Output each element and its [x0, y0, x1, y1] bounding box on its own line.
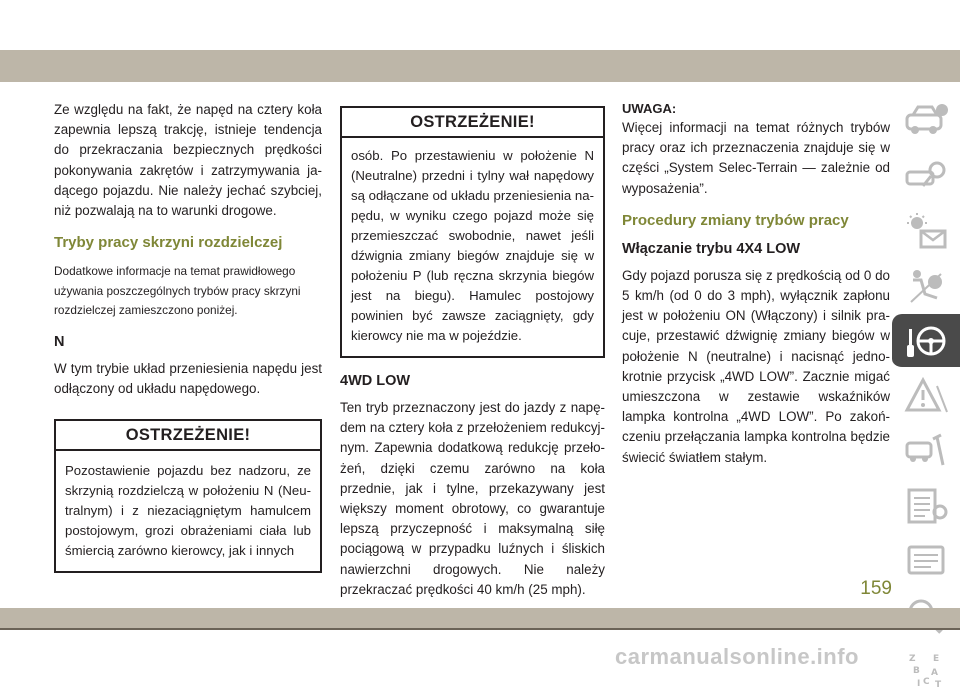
alphabet-index-icon [903, 651, 949, 691]
footer-rule [0, 628, 960, 630]
sub-heading-4x4-low: Włączanie trybu 4X4 LOW [622, 240, 801, 257]
tab-index[interactable] [892, 644, 960, 699]
column-right [622, 100, 890, 468]
warning-title: OSTRZEŻENIE! [56, 421, 320, 451]
multimedia-icon [903, 541, 949, 581]
neutral-heading: N [54, 333, 65, 350]
svg-text:C: C [923, 676, 930, 687]
steering-wheel-icon [903, 321, 949, 361]
column-middle [340, 106, 605, 600]
tab-car-info[interactable] [892, 94, 960, 149]
tab-driving[interactable] [892, 314, 960, 369]
note-text: Więcej informacji na temat różnych trybów pracy oraz ich przeznaczenia znajduje się w części „System Selec-Terrain — zależnie od wyposażenia”. [622, 120, 890, 196]
service-tools-icon [903, 431, 949, 471]
tab-emergency[interactable] [892, 369, 960, 424]
shift-procedure-text: Gdy pojazd porusza się z prędkością od 0 do 5 km/h (od 0 do 3 mph), wyłącznik zapłonu jest w położeniu ON (Włączony) i silnik pracuje, przestawić dźwignię zmiany biegów w położenie N (neutralne) i nacisnąć jednokrotnie przycisk „4WD LOW”. Zacznie migać umieszczona w zestawie wskaźników lampka kontrolna „4WD LOW”. Po zakończeniu przełączania lampka kontrolna będzie świecić światłem stałym. [622, 267, 890, 465]
column-left [54, 100, 322, 573]
warning-title-continued: OSTRZEŻENIE! [342, 108, 603, 138]
tab-multimedia[interactable] [892, 534, 960, 589]
svg-text:T: T [935, 679, 942, 690]
car-info-icon [903, 101, 949, 141]
section-intro-text: Dodatkowe informacje na temat prawidłowego używania poszczególnych trybów pracy skrzyni rozdzielczej zamieszczono poniżej. [54, 264, 301, 318]
svg-text:I: I [917, 678, 921, 689]
svg-text:E: E [933, 653, 940, 664]
tab-warning-lights[interactable] [892, 204, 960, 259]
section-title-shift-procedures: Procedury zmiany trybów pracy [622, 211, 849, 229]
warning-text: Pozostawienie pojazdu bez nadzoru, ze skrzynią rozdzielczą w położeniu N (Neutralnym) i z niezaciągniętym hamulcem postojowym, grozi obrażeniami ciała lub śmiercią zarówno kierowcy, jak i innych [65, 463, 311, 559]
note-title: UWAGA: [622, 101, 677, 116]
intro-paragraph: Ze względu na fakt, że napęd na cztery koła zapewnia lepszą trakcję, istnieje tendencja do przekraczania bezpiecznych prędkości pokonywania zakrętów i zatrzymywania jadącego pojazdu. Nie należy jechać szybciej, niż pozwalają na to warunki drogowe. [54, 102, 322, 219]
svg-text:B: B [913, 665, 920, 676]
svg-text:Z: Z [909, 653, 916, 664]
roadside-emergency-icon [903, 376, 949, 416]
airbag-safety-icon [903, 266, 949, 306]
header-band [0, 50, 960, 82]
warning-text-continued: osób. Po przestawieniu w położenie N (Neutralne) przedni i tylny wał napędowy są odłączane od układu przeniesienia napędu, w wyniku czego pojazd może się przemieszczać swobodnie, nawet jeśli dźwignia zmiany biegów znajduje się w położeniu P (lub ręczna skrzynia biegów jest na biegu). Hamulec postojowy powinien być zawsze zaciągnięty, gdy kierowcy nie ma w pojeździe. [351, 148, 594, 343]
page-number: 159 [860, 578, 892, 599]
watermark: carmanualsonline.info [615, 644, 859, 669]
tab-specifications[interactable] [892, 479, 960, 534]
tab-service[interactable] [892, 424, 960, 479]
specifications-list-icon [903, 486, 949, 526]
section-title-transfer-case-modes: Tryby pracy skrzyni rozdzielczej [54, 234, 283, 252]
warning-box-neutral [54, 419, 322, 573]
tab-keys[interactable] [892, 149, 960, 204]
warning-box-continued [340, 106, 605, 358]
4wd-low-heading: 4WD LOW [340, 373, 411, 389]
footer-band [0, 608, 960, 628]
tab-safety[interactable] [892, 259, 960, 314]
warning-lights-message-icon [903, 211, 949, 251]
neutral-text: W tym trybie układ przeniesienia napędu jest odłączony od układu napędowego. [54, 360, 322, 396]
svg-text:A: A [931, 667, 938, 678]
4wd-low-text: Ten tryb przeznaczony jest do jazdy z napędem na cztery koła z przełożeniem redukcyjnym. Zapewnia dodatkową redukcję przełożeń, dzięki czemu zarówno na koła przednie, jak i tylne, przekazywany jest większy moment obrotowy, co gwarantuje lepszą przyczepność i maksymalną siłę pociągową w przypadku luźnych i śliskich nawierzchni drogowych. Nie należy przekraczać prędkości 40 km/h (25 mph). [340, 400, 605, 597]
car-keys-icon [903, 156, 949, 196]
